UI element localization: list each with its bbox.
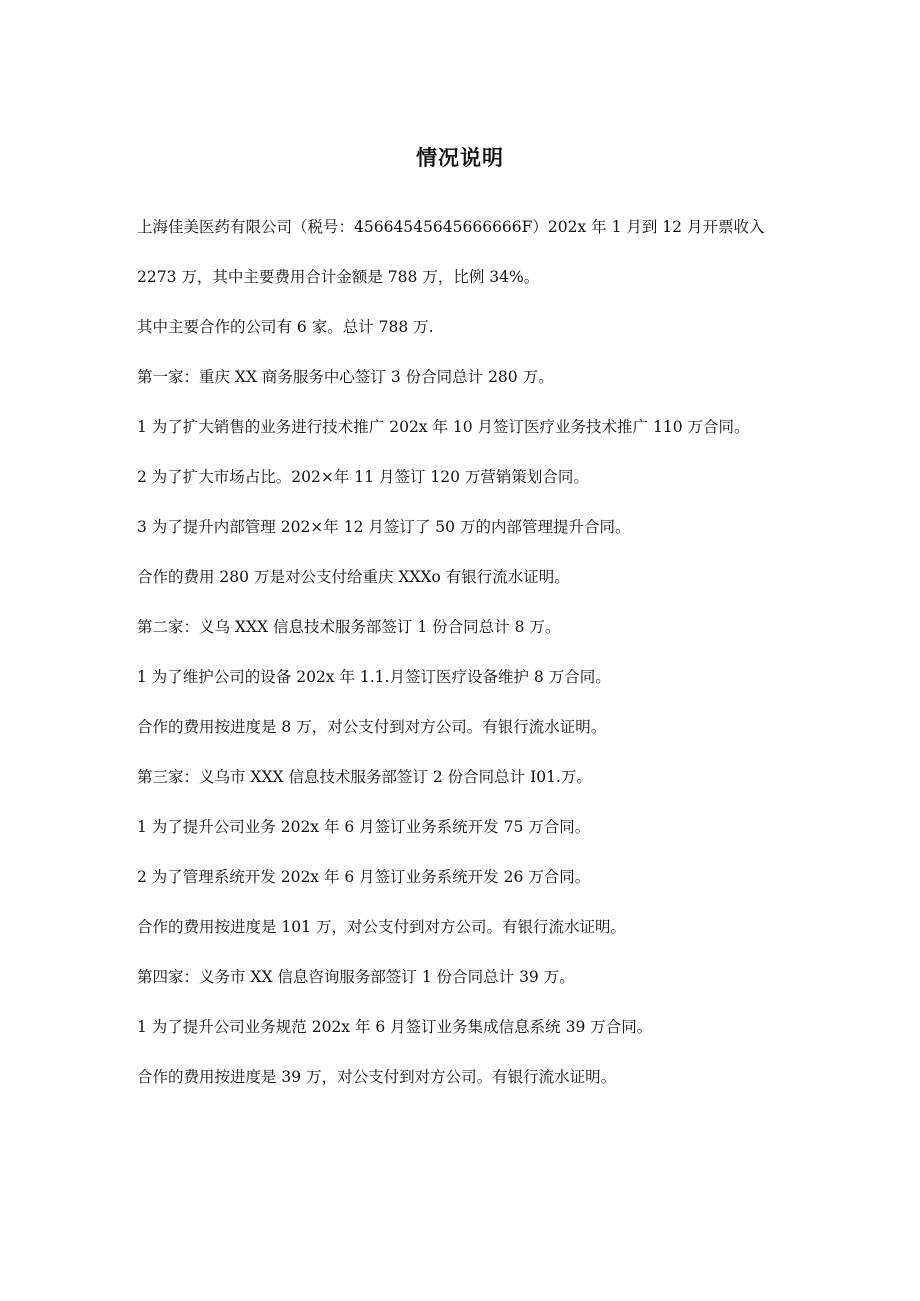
paragraph-third-contract-2: 2 为了管理系统开发 202x 年 6 月签订业务系统开发 26 万合同。 [137,868,591,886]
paragraph-partner-count: 其中主要合作的公司有 6 家。总计 788 万. [137,318,434,336]
paragraph-second-contract-1: 1 为了维护公司的设备 202x 年 1.1.月签订医疗设备维护 8 万合同。 [137,668,611,686]
paragraph-first-contract-2: 2 为了扩大市场占比。202×年 11 月签订 120 万营销策划合同。 [137,468,589,486]
paragraph-third-contract-1: 1 为了提升公司业务 202x 年 6 月签订业务系统开发 75 万合同。 [137,818,591,836]
paragraph-fourth-payment: 合作的费用按进度是 39 万，对公支付到对方公司。有银行流水证明。 [137,1068,617,1086]
paragraph-summary: 上海佳美医药有限公司（税号：45664545645666666F）202x 年 1 月到 12 月开票收入 2273 万，其中主要费用合计金额是 788 万，比例 34%。 [137,218,765,286]
paragraph-first-contract-3: 3 为了提升内部管理 202×年 12 月签订了 50 万的内部管理提升合同。 [137,518,631,536]
paragraph-third-payment: 合作的费用按进度是 101 万，对公支付到对方公司。有银行流水证明。 [137,918,626,936]
paragraph-fourth-contract-1: 1 为了提升公司业务规范 202x 年 6 月签订业务集成信息系统 39 万合同。 [137,1018,653,1036]
document-title: 情况说明 [416,146,504,170]
document-body [137,202,777,1102]
paragraph-fourth-company: 第四家：义务市 XX 信息咨询服务部签订 1 份合同总计 39 万。 [137,968,575,986]
paragraph-first-payment: 合作的费用 280 万是对公支付给重庆 XXXo 有银行流水证明。 [137,568,570,586]
paragraph-second-payment: 合作的费用按进度是 8 万，对公支付到对方公司。有银行流水证明。 [137,718,607,736]
paragraph-first-contract-1: 1 为了扩大销售的业务进行技术推广 202x 年 10 月签订医疗业务技术推广 110 万合同。 [137,418,750,436]
paragraph-third-company: 第三家：义乌市 XXX 信息技术服务部签订 2 份合同总计 I01.万。 [137,768,592,786]
paragraph-first-company: 第一家：重庆 XX 商务服务中心签订 3 份合同总计 280 万。 [137,368,554,386]
paragraph-second-company: 第二家：义乌 XXX 信息技术服务部签订 1 份合同总计 8 万。 [137,618,561,636]
